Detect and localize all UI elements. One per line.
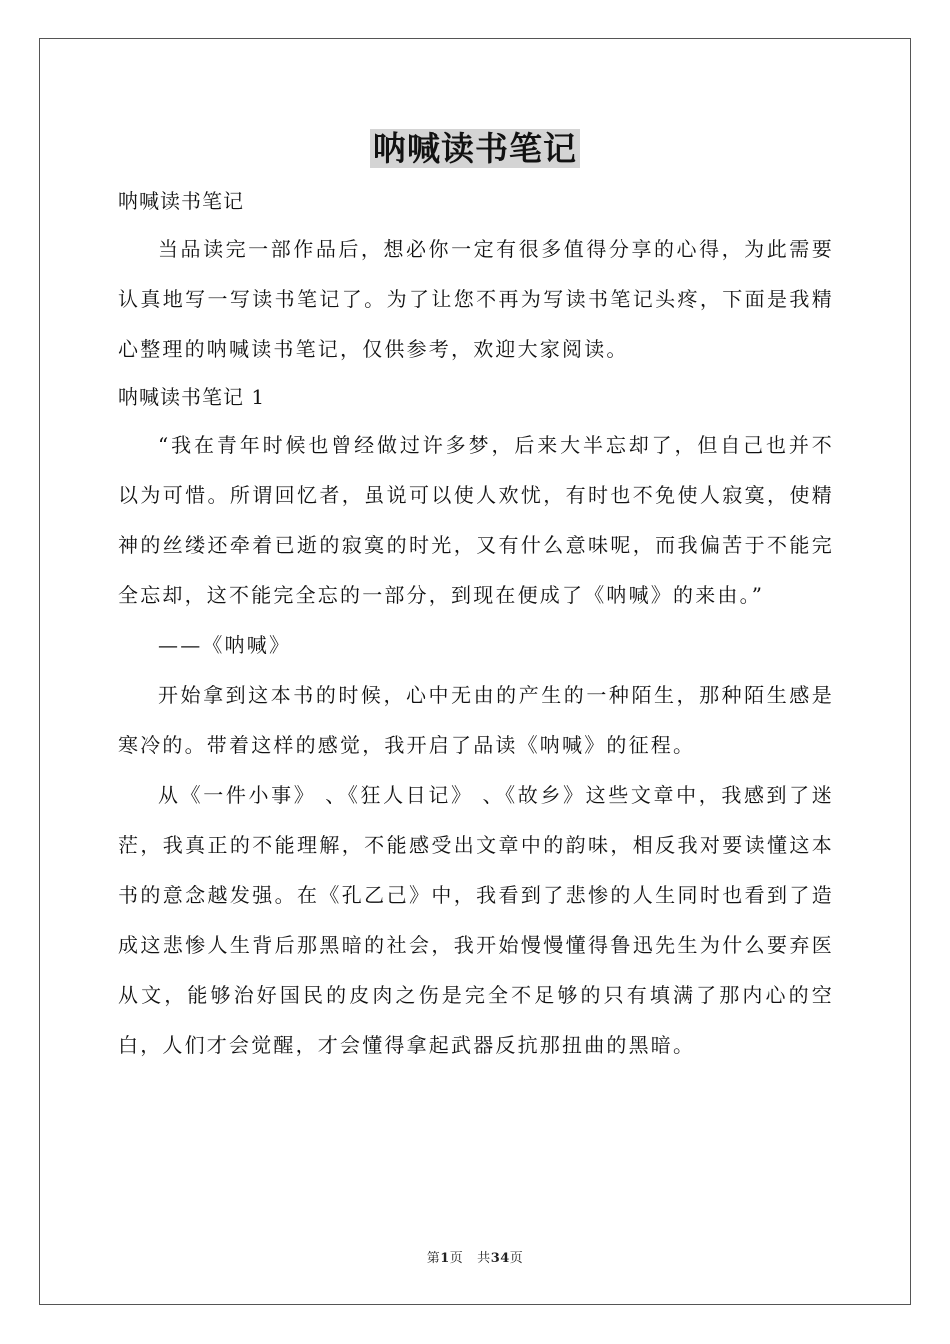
quote-attribution: ——《呐喊》 [158,633,292,657]
body-paragraph-2: 从《一件小事》 、《狂人日记》 、《故乡》这些文章中，我感到了迷茫，我真正的不能理解，不能感受出文章中的韵味，相反我对要读懂这本书的意念越发强。在《孔乙己》中，我看到了悲惨的人生同时也看到了造成这悲惨人生背后那黑暗的社会，我开始慢慢懂得鲁迅先生为什么要弃医从文，能够治好国民的皮肉之伤是完全不足够的只有填满了那内心的空白，人们才会觉醒，才会懂得拿起武器反抗那扭曲的黑暗。 [118,783,834,1057]
footer-total-pages: 34 [490,1251,510,1266]
footer-total-suffix: 页 [509,1251,524,1266]
footer-page-suffix: 页 [449,1251,464,1266]
footer-total-prefix: 共 [477,1251,491,1266]
footer-page-prefix: 第 [426,1251,441,1266]
document-title-text: 呐喊读书笔记 [370,129,580,168]
page-footer [0,1247,950,1266]
document-subtitle: 呐喊读书笔记 [118,189,244,213]
document-title [0,126,950,172]
footer-page-number: 1 [440,1251,450,1266]
body-paragraph-1: 开始拿到这本书的时候，心中无由的产生的一种陌生，那种陌生感是寒冷的。带着这样的感觉，我开启了品读《呐喊》的征程。 [118,683,834,757]
document-body [118,178,834,1070]
intro-paragraph: 当品读完一部作品后，想必你一定有很多值得分享的心得，为此需要认真地写一写读书笔记了。为了让您不再为写读书笔记头疼，下面是我精心整理的呐喊读书笔记，仅供参考，欢迎大家阅读。 [118,237,834,361]
section-heading: 呐喊读书笔记 1 [118,385,266,409]
quote-paragraph: “我在青年时候也曾经做过许多梦，后来大半忘却了，但自己也并不以为可惜。所谓回忆者，虽说可以使人欢忧，有时也不免使人寂寞，使精神的丝缕还牵着已逝的寂寞的时光，又有什么意味呢，而我偏苦于不能完全忘却，这不能完全忘的一部分，到现在便成了《呐喊》的来由。” [118,433,834,607]
